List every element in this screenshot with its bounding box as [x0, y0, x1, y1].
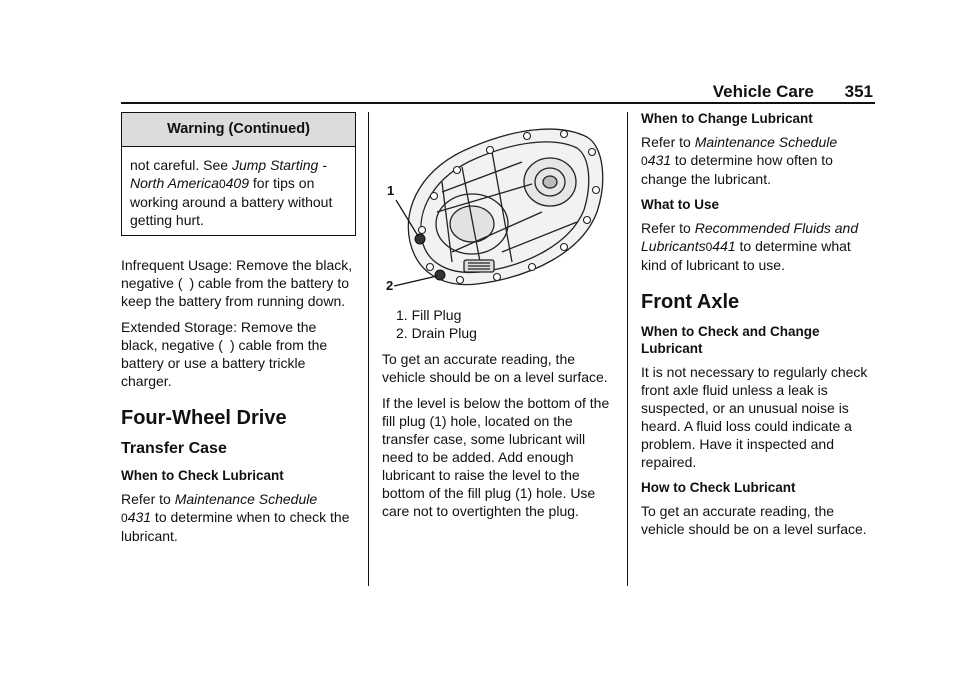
axle-level-surface-text: To get an accurate reading, the vehicle should be on a level surface.	[641, 503, 867, 537]
caption-fill-plug: 1. Fill Plug	[396, 307, 462, 323]
change-ref-text: Refer to Maintenance Schedule 0431 to determine how often to change the lubricant.	[641, 134, 838, 187]
when-to-check-change-heading: When to Check and Change Lubricant	[641, 324, 820, 356]
page-ref-arrow-icon: 0	[121, 511, 128, 525]
when-to-check-heading: When to Check Lubricant	[121, 468, 284, 483]
section-title: Vehicle Care	[712, 82, 814, 101]
warning-title: Warning (Continued)	[122, 113, 355, 147]
warning-text: not careful. See	[130, 157, 232, 173]
column-2	[382, 112, 612, 528]
figure-captions	[382, 306, 612, 342]
warning-text-end: for tips on working around a battery without getting hurt.	[130, 175, 333, 228]
warning-box	[121, 112, 356, 236]
page-ref-arrow-icon: 0	[218, 177, 226, 191]
transfer-case-heading: Transfer Case	[121, 440, 227, 457]
front-axle-heading: Front Axle	[641, 291, 740, 313]
front-axle-fluid-text: It is not necessary to regularly check front axle fluid unless a leak is suspected, or an unusual noise is heard. A fluid loss could indicate a problem. Have it inspected and repaired.	[641, 364, 868, 470]
level-surface-text: To get an accurate reading, the vehicle should be on a level surface.	[382, 351, 608, 385]
caption-drain-plug: 2. Drain Plug	[396, 325, 477, 341]
maintenance-page-link[interactable]: 431	[127, 509, 152, 525]
four-wheel-drive-heading: Four-Wheel Drive	[121, 407, 287, 429]
column-divider-1	[368, 112, 369, 586]
column-1	[121, 112, 356, 553]
when-to-change-heading: When to Change Lubricant	[641, 111, 813, 126]
column-divider-2	[627, 112, 628, 586]
how-to-check-heading: How to Check Lubricant	[641, 480, 796, 495]
jump-starting-link[interactable]: Jump Starting - North America	[130, 157, 327, 191]
column-3	[641, 112, 876, 546]
fill-plug-callout: 1	[387, 183, 395, 198]
transfer-case-figure	[382, 112, 612, 292]
maintenance-page-link[interactable]: 431	[647, 152, 672, 168]
page-ref-arrow-icon: 0	[705, 240, 713, 254]
what-to-use-heading: What to Use	[641, 197, 720, 212]
header-rule	[121, 102, 875, 104]
maintenance-ref-text: Refer to Maintenance Schedule 0431 to determine when to check the lubricant.	[121, 491, 350, 544]
drain-plug-callout: 2	[386, 278, 394, 293]
transfer-case-illustration	[382, 112, 612, 292]
infrequent-usage-text: Infrequent Usage: Remove the black, negative ( ) cable from the battery to keep the battery from running down.	[121, 257, 353, 309]
fill-level-text: If the level is below the bottom of the fill plug (1) hole, located on the transfer case, some lubricant will need to be added. Add enough lubricant to raise the level to the bottom of the fill plug (1) hole. Use care not to overtighten the plug.	[382, 395, 610, 519]
extended-storage-text: Extended Storage: Remove the black, negative ( ) cable from the battery or use a battery trickle charger.	[121, 319, 328, 389]
page-number: 351	[844, 82, 873, 101]
jump-starting-page-link[interactable]: 409	[225, 175, 249, 191]
fluids-page-link[interactable]: 441	[712, 238, 736, 254]
warning-body	[122, 147, 355, 235]
maintenance-schedule-link[interactable]: Maintenance Schedule	[694, 134, 838, 150]
page-ref-arrow-icon: 0	[641, 154, 648, 168]
fluids-ref-text: Refer to Recommended Fluids and Lubricants0441 to determine what kind of lubricant to use.	[641, 220, 859, 273]
page-header	[640, 82, 873, 102]
maintenance-schedule-link[interactable]: Maintenance Schedule	[174, 491, 318, 507]
recommended-fluids-link[interactable]: Recommended Fluids and Lubricants	[641, 220, 859, 254]
